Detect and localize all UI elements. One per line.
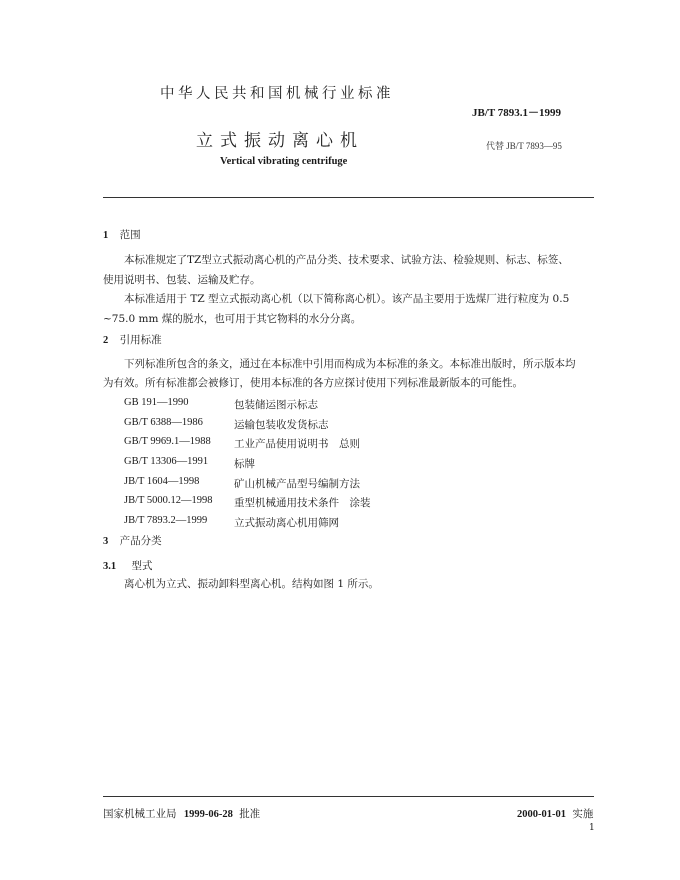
s1-paragraph-1-line-1: 本标准规定了TZ型立式振动离心机的产品分类、技术要求、试验方法、检验规则、标志、标签、: [124, 254, 569, 266]
s1-paragraph-2-line-1: 本标准适用于 TZ 型立式振动离心机（以下简称离心机）。该产品主要用于选煤厂进行粒度为 0.5: [124, 293, 570, 305]
ref-code: JB/T 7893.2—1999: [124, 515, 208, 526]
subsection-title: 型式: [131, 560, 153, 572]
document-title-en: Vertical vibrating centrifuge: [220, 156, 348, 167]
page-number: 1: [589, 823, 595, 833]
issuer: 国家机械工业局: [103, 808, 177, 820]
ref-title: 矿山机械产品型号编制方法: [234, 478, 360, 490]
ref-title: 重型机械通用技术条件 涂装: [234, 497, 371, 509]
header-divider: [103, 197, 594, 198]
footer-divider: [103, 796, 594, 797]
section-1-heading: [103, 229, 141, 242]
approval-date: 1999-06-28: [183, 809, 233, 820]
s3-paragraph-1: 离心机为立式、振动卸料型离心机。结构如图 1 所示。: [124, 578, 379, 590]
footer-approval: [103, 806, 260, 821]
section-number: 1: [103, 230, 109, 241]
ref-title: 运输包装收发货标志: [234, 419, 329, 431]
standard-organization: 中华人民共和国机械行业标准: [160, 86, 394, 102]
ref-title: 包装储运图示标志: [234, 399, 318, 411]
document-title-cn: 立式振动离心机: [196, 131, 364, 151]
ref-code: GB/T 13306—1991: [124, 456, 209, 467]
section-number: 3: [103, 536, 109, 547]
replaces-standard: 代替 JB/T 7893—95: [486, 141, 562, 151]
ref-code: JB/T 1604—1998: [124, 476, 200, 487]
ref-title: 工业产品使用说明书 总则: [234, 438, 360, 450]
s2-paragraph-1-line-1: 下列标准所包含的条文，通过在本标准中引用而构成为本标准的条文。本标准出版时，所示版本均: [124, 358, 576, 370]
s1-paragraph-1-line-2: 使用说明书、包装、运输及贮存。: [103, 274, 261, 286]
approval-label: 批准: [239, 808, 261, 820]
footer-effective: [517, 806, 593, 821]
effective-date: 2000-01-01: [517, 809, 566, 820]
section-title: 引用标准: [119, 334, 162, 346]
standard-code: JB/T 7893.1－1999: [472, 107, 562, 119]
section-number: 2: [103, 335, 109, 346]
section-3-heading: [103, 535, 162, 548]
ref-code: GB/T 9969.1—1988: [124, 436, 211, 447]
effective-label: 实施: [572, 808, 594, 820]
ref-title: 立式振动离心机用筛网: [234, 517, 339, 529]
section-2-heading: [103, 334, 162, 347]
s2-paragraph-1-line-2: 为有效。所有标准都会被修订，使用本标准的各方应探讨使用下列标准最新版本的可能性。: [103, 377, 523, 389]
section-title: 范围: [119, 229, 141, 241]
s1-paragraph-2-line-2: ~75.0 mm 煤的脱水，也可用于其它物料的水分分离。: [103, 313, 362, 325]
section-title: 产品分类: [119, 535, 162, 547]
subsection-3-1-heading: [103, 560, 152, 573]
ref-code: GB 191—1990: [124, 397, 189, 408]
ref-code: GB/T 6388—1986: [124, 417, 203, 428]
subsection-number: 3.1: [103, 561, 117, 572]
ref-title: 标牌: [234, 458, 255, 470]
ref-code: JB/T 5000.12—1998: [124, 495, 213, 506]
